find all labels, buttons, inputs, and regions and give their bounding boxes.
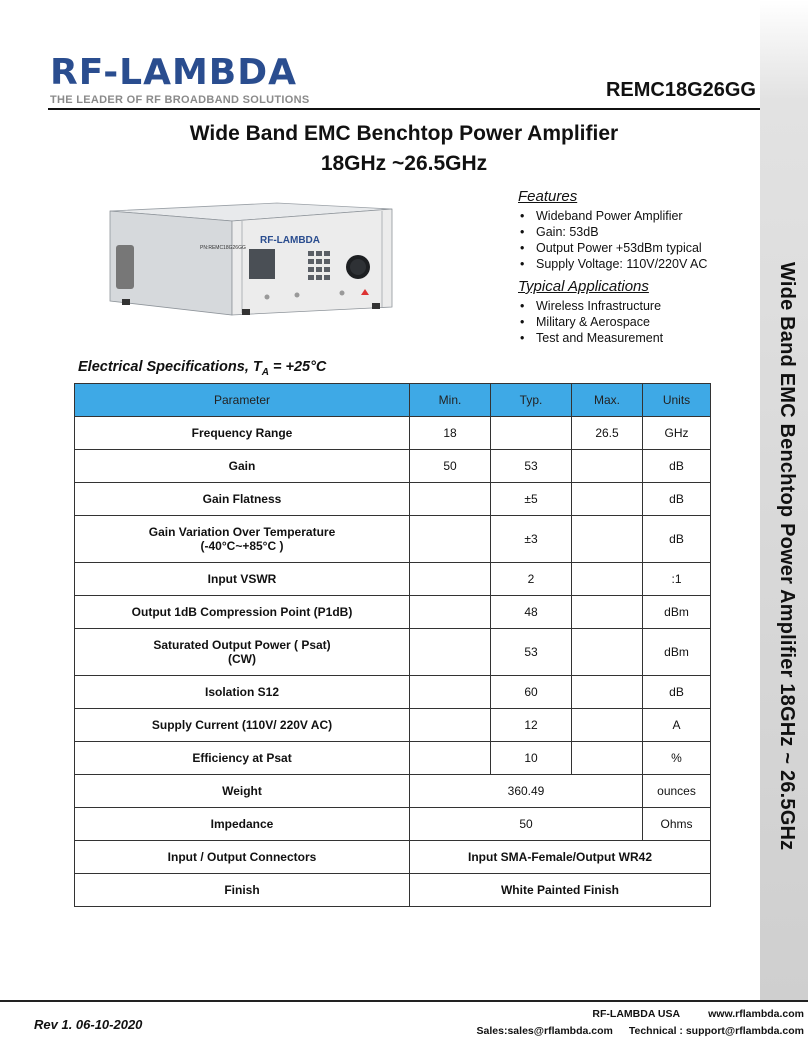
table-row	[75, 450, 711, 483]
table-row	[75, 417, 711, 450]
table-row	[75, 516, 711, 563]
max-cell	[572, 709, 643, 742]
footer-company-line	[592, 1008, 804, 1020]
min-cell	[410, 742, 491, 775]
list-item: • Military & Aerospace	[518, 314, 758, 330]
footer-divider	[0, 1000, 808, 1002]
max-cell	[572, 563, 643, 596]
list-item: • Wireless Infrastructure	[518, 298, 758, 314]
list-item: • Supply Voltage: 110V/220V AC	[518, 256, 758, 272]
logo-name: RF-LAMBDA	[50, 52, 297, 93]
max-cell	[572, 629, 643, 676]
list-item: • Gain: 53dB	[518, 224, 758, 240]
typ-cell: 12	[491, 709, 572, 742]
list-item: • Wideband Power Amplifier	[518, 208, 758, 224]
value-cell: Input SMA-Female/Output WR42	[410, 841, 711, 874]
param-cell: Input / Output Connectors	[75, 841, 410, 874]
param-cell: Efficiency at Psat	[75, 742, 410, 775]
units-cell: dB	[643, 450, 711, 483]
typ-cell: 2	[491, 563, 572, 596]
applications-heading: Typical Applications	[518, 278, 649, 295]
min-cell	[410, 563, 491, 596]
max-cell	[572, 742, 643, 775]
param-cell: Frequency Range	[75, 417, 410, 450]
param-cell: Input VSWR	[75, 563, 410, 596]
units-cell: dB	[643, 516, 711, 563]
min-cell	[410, 709, 491, 742]
features-heading: Features	[518, 188, 578, 205]
units-cell: dB	[643, 483, 711, 516]
applications-list	[518, 298, 758, 346]
param-cell: Gain Flatness	[75, 483, 410, 516]
product-image	[92, 197, 394, 327]
table-row	[75, 563, 711, 596]
units-cell: dB	[643, 676, 711, 709]
specs-heading	[78, 359, 326, 378]
product-part-label: PN:REMC18G26GG	[200, 245, 246, 251]
column-header: Parameter	[75, 384, 410, 417]
param-cell: Isolation S12	[75, 676, 410, 709]
vertical-side-title: Wide Band EMC Benchtop Power Amplifier 18GHz ~ 26.5GHz	[776, 262, 798, 851]
units-cell: ounces	[643, 775, 711, 808]
specs-heading-sub: A	[261, 366, 269, 378]
typ-cell: ±3	[491, 516, 572, 563]
table-row	[75, 709, 711, 742]
param-cell: Gain	[75, 450, 410, 483]
specs-heading-prefix: Electrical Specifications, T	[78, 359, 262, 375]
column-header: Units	[643, 384, 711, 417]
typ-cell: 53	[491, 450, 572, 483]
max-cell	[572, 596, 643, 629]
features-section	[518, 188, 758, 352]
param-cell: Weight	[75, 775, 410, 808]
page-title: Wide Band EMC Benchtop Power Amplifier	[189, 122, 619, 145]
units-cell: dBm	[643, 596, 711, 629]
value-cell: White Painted Finish	[410, 874, 711, 907]
param-line-2: (-40°C~+85°C )	[200, 539, 284, 553]
table-row	[75, 841, 711, 874]
param-line: Gain Variation Over Temperature	[148, 525, 336, 539]
min-cell: 50	[410, 450, 491, 483]
param-cell: Finish	[75, 874, 410, 907]
list-item: • Test and Measurement	[518, 330, 758, 346]
max-cell	[572, 483, 643, 516]
company-logo	[50, 52, 310, 106]
typ-cell: 10	[491, 742, 572, 775]
footer-sales: Sales:sales@rflambda.com	[476, 1025, 613, 1037]
footer-contact-line	[477, 1025, 804, 1037]
min-cell	[410, 676, 491, 709]
table-row	[75, 596, 711, 629]
input-connector	[265, 295, 270, 300]
max-cell	[572, 450, 643, 483]
param-line-2: (CW)	[228, 652, 256, 666]
param-cell: Impedance	[75, 808, 410, 841]
max-cell	[572, 676, 643, 709]
value-cell: 50	[410, 808, 643, 841]
min-cell	[410, 516, 491, 563]
units-cell: :1	[643, 563, 711, 596]
param-cell: Supply Current (110V/ 220V AC)	[75, 709, 410, 742]
page-subtitle: 18GHz ~26.5GHz	[320, 152, 488, 175]
param-line: Saturated Output Power ( Psat)	[153, 638, 331, 652]
table-row	[75, 483, 711, 516]
logo-tagline: THE LEADER OF RF BROADBAND SOLUTIONS	[50, 94, 310, 106]
param-cell	[75, 629, 410, 676]
specs-table	[74, 383, 711, 907]
product-brand-label: RF-LAMBDA	[260, 235, 320, 246]
table-header-row	[75, 384, 711, 417]
part-number: REMC18G26GG	[605, 79, 756, 101]
units-cell: A	[643, 709, 711, 742]
table-row	[75, 629, 711, 676]
max-cell	[572, 516, 643, 563]
min-cell	[410, 596, 491, 629]
footer-company: RF-LAMBDA USA	[592, 1008, 681, 1020]
param-cell	[75, 516, 410, 563]
revision-label: Rev 1. 06-10-2020	[34, 1017, 143, 1032]
table-row	[75, 676, 711, 709]
table-row	[75, 742, 711, 775]
units-cell: Ohms	[643, 808, 711, 841]
header-divider	[48, 108, 760, 110]
units-cell: dBm	[643, 629, 711, 676]
value-cell: 360.49	[410, 775, 643, 808]
table-row	[75, 874, 711, 907]
typ-cell	[491, 417, 572, 450]
typ-cell: 48	[491, 596, 572, 629]
max-cell: 26.5	[572, 417, 643, 450]
footer-technical: Technical : support@rflambda.com	[628, 1025, 804, 1037]
typ-cell: 60	[491, 676, 572, 709]
min-cell: 18	[410, 417, 491, 450]
param-cell: Output 1dB Compression Point (P1dB)	[75, 596, 410, 629]
units-cell: %	[643, 742, 711, 775]
units-cell: GHz	[643, 417, 711, 450]
table-row	[75, 808, 711, 841]
column-header: Min.	[410, 384, 491, 417]
footer-website: www.rflambda.com	[708, 1008, 804, 1020]
list-item: • Output Power +53dBm typical	[518, 240, 758, 256]
display-screen	[249, 249, 275, 279]
min-cell	[410, 483, 491, 516]
specs-heading-suffix: = +25°C	[268, 359, 327, 375]
min-cell	[410, 629, 491, 676]
side-handle	[116, 245, 134, 289]
table-row	[75, 775, 711, 808]
column-header: Max.	[572, 384, 643, 417]
features-list	[518, 208, 758, 272]
typ-cell: ±5	[491, 483, 572, 516]
column-header: Typ.	[491, 384, 572, 417]
typ-cell: 53	[491, 629, 572, 676]
